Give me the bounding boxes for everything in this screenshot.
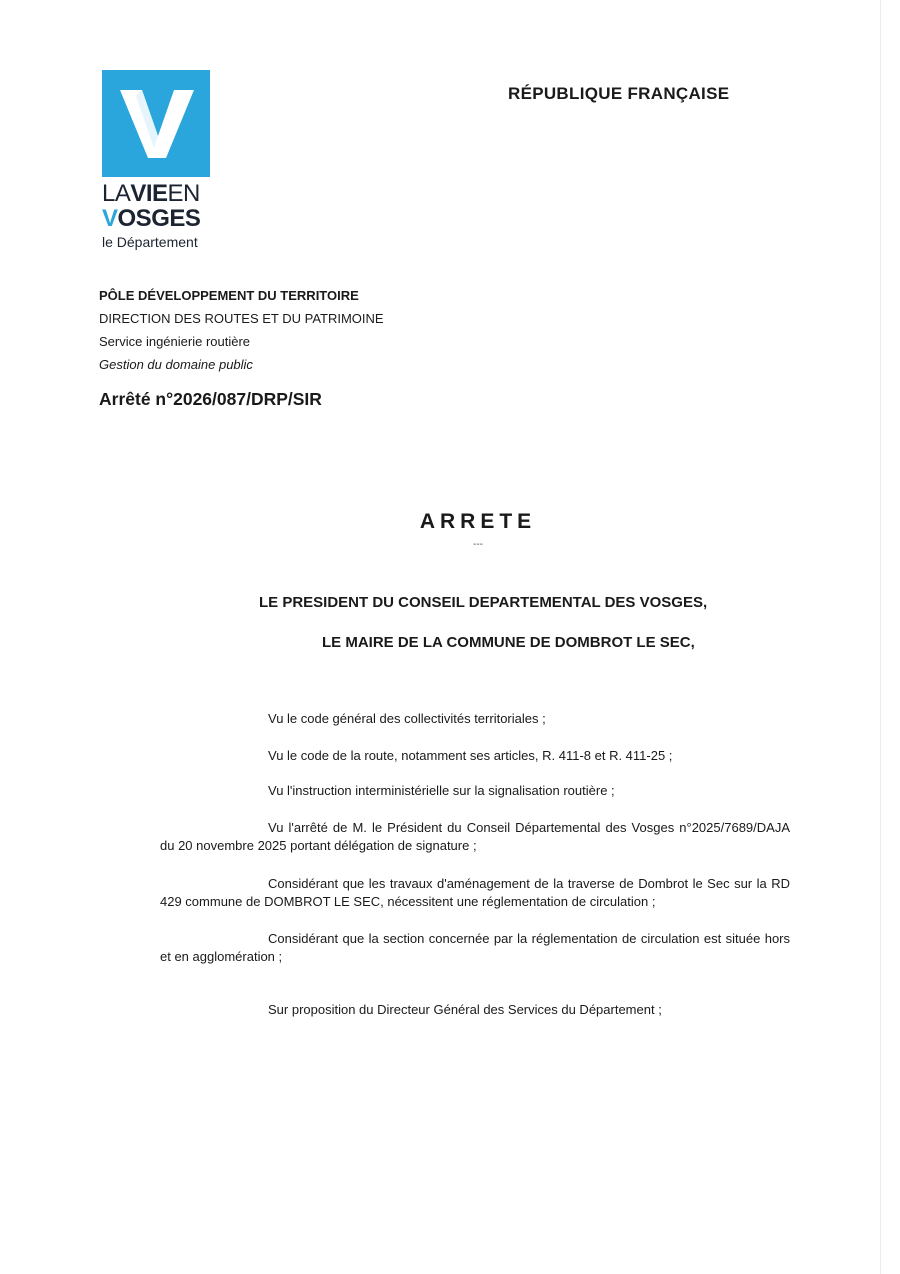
president-line: LE PRESIDENT DU CONSEIL DEPARTEMENTAL DES VOSGES, <box>259 594 708 611</box>
consideration-code-route: Vu le code de la route, notamment ses articles, R. 411-8 et R. 411-25 ; <box>268 748 673 763</box>
consideration-arrete-delegation: Vu l'arrêté de M. le Président du Conseil Départemental des Vosges n°2025/7689/DAJA du 20 novembre 2025 portant délégation de signature ; <box>160 820 790 853</box>
direction-name: DIRECTION DES ROUTES ET DU PATRIMOINE <box>99 311 384 326</box>
logo-v-mark <box>102 70 210 177</box>
logo-text-line1 <box>102 181 214 207</box>
arrete-number: Arrêté n°2026/087/DRP/SIR <box>99 389 322 409</box>
title-separator: --- <box>473 539 483 550</box>
logo-letter-v: V <box>102 205 118 232</box>
consideration-proposition: Sur proposition du Directeur Général des Services du Département ; <box>268 1002 662 1017</box>
republic-heading: RÉPUBLIQUE FRANÇAISE <box>508 84 730 103</box>
consideration-section: Considérant que la section concernée par la réglementation de circulation est située hors et en agglomération ; <box>160 931 790 964</box>
gestion-name: Gestion du domaine public <box>99 357 253 372</box>
maire-line: LE MAIRE DE LA COMMUNE DE DOMBROT LE SEC, <box>322 634 695 651</box>
consideration-instruction: Vu l'instruction interministérielle sur la signalisation routière ; <box>268 783 615 798</box>
consideration-travaux: Considérant que les travaux d'aménagement de la traverse de Dombrot le Sec sur la RD 429 commune de DOMBROT LE SEC, nécessitent une réglementation de circulation ; <box>160 876 790 909</box>
document-title: ARRETE <box>419 510 537 533</box>
logo-text-line2 <box>102 207 214 231</box>
logo-word-en: EN <box>167 180 200 207</box>
department-block <box>99 284 384 376</box>
logo-word-vie: VIE <box>130 180 168 207</box>
logo-word-la: LA <box>102 180 131 207</box>
logo-subtitle: le Département <box>102 234 198 250</box>
consideration-code-collectivites: Vu le code général des collectivités territoriales ; <box>268 711 546 726</box>
service-name: Service ingénierie routière <box>99 334 251 349</box>
page-edge <box>880 0 881 1274</box>
v-icon <box>102 70 210 177</box>
logo-word-osges: OSGES <box>117 205 201 232</box>
pole-name: PÔLE DÉVELOPPEMENT DU TERRITOIRE <box>99 288 359 303</box>
department-logo <box>102 70 214 250</box>
